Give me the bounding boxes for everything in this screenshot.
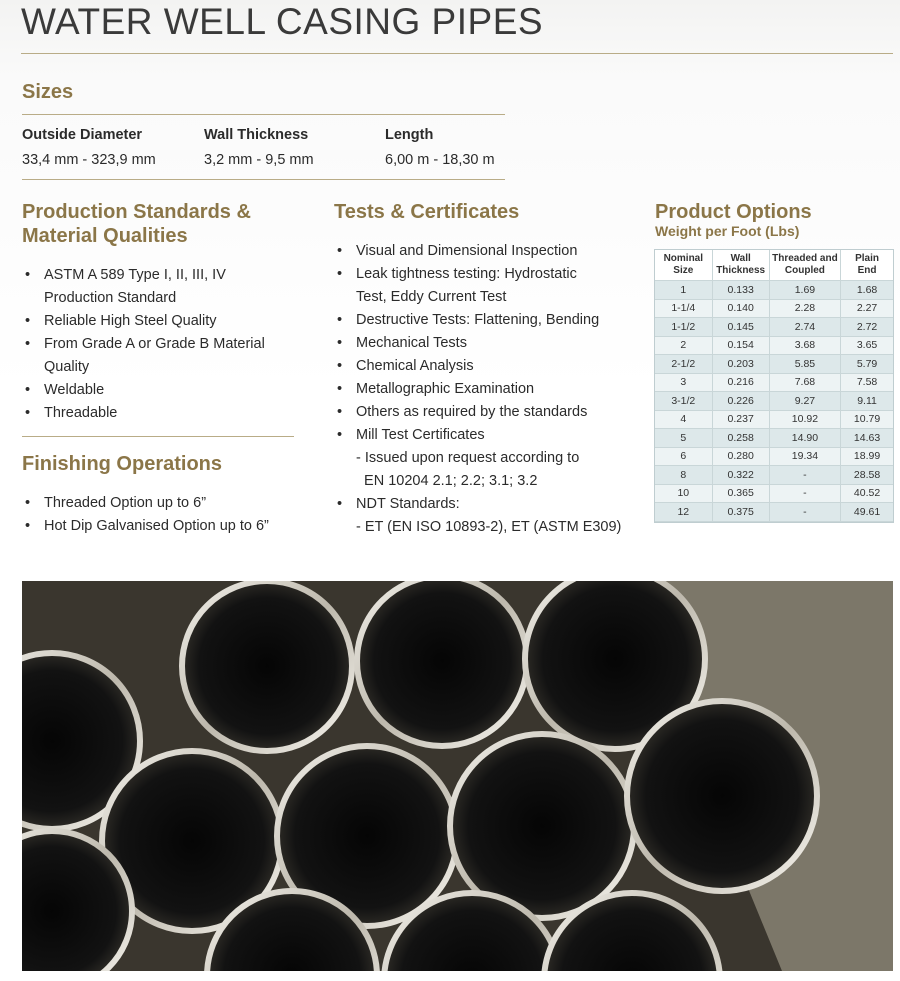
table-cell: 0.203 xyxy=(712,355,769,374)
list-item-text: Test, Eddy Current Test xyxy=(356,289,507,305)
wall-thickness-value: 3,2 mm - 9,5 mm xyxy=(204,152,314,168)
list-item: • ASTM A 589 Type I, II, III, IV Production Standard xyxy=(22,264,297,310)
finishing-heading: Finishing Operations xyxy=(22,453,223,475)
list-item: • Weldable xyxy=(22,379,297,402)
table-cell: 2-1/2 xyxy=(655,355,712,374)
length-value: 6,00 m - 18,30 m xyxy=(385,152,495,168)
table-cell: 18.99 xyxy=(841,447,893,466)
table-cell: 0.154 xyxy=(712,336,769,355)
table-row xyxy=(655,281,893,300)
table-cell: 0.237 xyxy=(712,410,769,429)
list-item-text: Reliable High Steel Quality xyxy=(44,313,217,329)
list-item-text: Chemical Analysis xyxy=(356,358,474,374)
table-cell: 5.85 xyxy=(769,355,840,374)
table-cell: - xyxy=(769,484,840,503)
list-item: • Reliable High Steel Quality xyxy=(22,310,297,333)
table-cell: 7.68 xyxy=(769,373,840,392)
list-item: • Destructive Tests: Flattening, Bending xyxy=(334,309,644,332)
header-line: Wall xyxy=(730,253,751,264)
list-item-text: ASTM A 589 Type I, II, III, IV xyxy=(44,267,226,283)
list-item-text: Others as required by the standards xyxy=(356,404,588,420)
table-cell: 0.133 xyxy=(712,281,769,300)
list-item: • From Grade A or Grade B Material Quality xyxy=(22,333,297,379)
table-row xyxy=(655,466,893,485)
list-item-text: Mechanical Tests xyxy=(356,335,467,351)
product-options-table xyxy=(654,249,894,523)
table-cell: 9.11 xyxy=(841,392,893,411)
table-cell: 8 xyxy=(655,466,712,485)
table-row xyxy=(655,447,893,466)
list-item: • NDT Standards: xyxy=(334,493,644,516)
title-divider xyxy=(21,53,893,54)
list-item-text: Leak tightness testing: Hydrostatic xyxy=(356,266,577,282)
header-line: Thickness xyxy=(716,265,766,276)
list-item-text: EN 10204 2.1; 2.2; 3.1; 3.2 xyxy=(356,473,538,489)
table-cell: 14.63 xyxy=(841,429,893,448)
page-title: WATER WELL CASING PIPES xyxy=(21,1,544,42)
table-cell: 10.79 xyxy=(841,410,893,429)
table-row xyxy=(655,484,893,503)
list-item: • Chemical Analysis xyxy=(334,355,644,378)
table-row xyxy=(655,503,893,522)
table-cell: 0.258 xyxy=(712,429,769,448)
tests-heading: Tests & Certificates xyxy=(334,201,520,223)
list-item: • Visual and Dimensional Inspection xyxy=(334,240,644,263)
table-cell: 0.365 xyxy=(712,484,769,503)
table-body xyxy=(655,281,893,522)
table-row xyxy=(655,392,893,411)
production-divider xyxy=(22,436,294,437)
list-item: • Metallographic Examination xyxy=(334,378,644,401)
list-item-text: - ET (EN ISO 10893-2), ET (ASTM E309) xyxy=(356,519,622,535)
table-cell: 0.140 xyxy=(712,299,769,318)
sizes-bottom-divider xyxy=(22,179,505,180)
table-cell: 49.61 xyxy=(841,503,893,522)
header-line: Threaded and xyxy=(772,253,838,264)
column-header xyxy=(712,250,769,281)
table-cell: 10 xyxy=(655,484,712,503)
pipes-photo xyxy=(22,581,893,971)
list-item-text: Destructive Tests: Flattening, Bending xyxy=(356,312,600,328)
sizes-top-divider xyxy=(22,114,505,115)
production-heading-line1: Production Standards & xyxy=(22,201,251,223)
table-row xyxy=(655,318,893,337)
table-cell: 10.92 xyxy=(769,410,840,429)
list-item: • Threaded Option up to 6” xyxy=(25,495,207,511)
table-cell: 2.72 xyxy=(841,318,893,337)
table-cell: 28.58 xyxy=(841,466,893,485)
list-item-text: Quality xyxy=(44,359,90,375)
list-item-text: - Issued upon request according to xyxy=(356,450,580,466)
column-header xyxy=(769,250,840,281)
list-item-text: From Grade A or Grade B Material xyxy=(44,336,265,352)
table-cell: 9.27 xyxy=(769,392,840,411)
options-subheading: Weight per Foot (Lbs) xyxy=(655,223,800,239)
list-item: • Mechanical Tests xyxy=(334,332,644,355)
sizes-heading: Sizes xyxy=(22,81,74,103)
list-item: • Threadable xyxy=(22,402,297,425)
table-cell: 3 xyxy=(655,373,712,392)
production-list xyxy=(22,264,297,425)
table-cell: 0.145 xyxy=(712,318,769,337)
table-cell: 1.69 xyxy=(769,281,840,300)
header-line: Coupled xyxy=(784,265,825,276)
column-header xyxy=(841,250,893,281)
table-cell: 12 xyxy=(655,503,712,522)
table-cell: 3.65 xyxy=(841,336,893,355)
table-cell: 4 xyxy=(655,410,712,429)
table-cell: 1.68 xyxy=(841,281,893,300)
production-heading-line2: Material Qualities xyxy=(22,225,188,247)
table-row xyxy=(655,299,893,318)
table-cell: 0.280 xyxy=(712,447,769,466)
list-item: • Others as required by the standards xyxy=(334,401,644,424)
table-cell: 2.28 xyxy=(769,299,840,318)
table-cell: 2.27 xyxy=(841,299,893,318)
outside-diameter-value: 33,4 mm - 323,9 mm xyxy=(22,152,156,168)
production-heading xyxy=(22,200,251,248)
list-item-text: Hot Dip Galvanised Option up to 6” xyxy=(44,518,269,534)
list-item-text: Mill Test Certificates xyxy=(356,427,485,443)
list-item-text: Visual and Dimensional Inspection xyxy=(356,243,578,259)
table-cell: 1 xyxy=(655,281,712,300)
table-cell: 6 xyxy=(655,447,712,466)
table-cell: 1-1/2 xyxy=(655,318,712,337)
header-line: Size xyxy=(673,265,694,276)
list-item: • Hot Dip Galvanised Option up to 6” xyxy=(25,518,269,534)
table-cell: 0.322 xyxy=(712,466,769,485)
column-header xyxy=(655,250,712,281)
header-line: End xyxy=(857,265,877,276)
table-cell: 5.79 xyxy=(841,355,893,374)
table-row xyxy=(655,410,893,429)
tests-list xyxy=(334,240,644,539)
table-cell: 14.90 xyxy=(769,429,840,448)
table-row xyxy=(655,429,893,448)
table-cell: 0.375 xyxy=(712,503,769,522)
table-cell: 3.68 xyxy=(769,336,840,355)
sub-list-item xyxy=(334,516,644,539)
header-line: Nominal xyxy=(663,253,704,264)
list-item-text: Threadable xyxy=(44,405,118,421)
list-item-text: Threaded Option up to 6” xyxy=(44,495,207,511)
pipes-illustration xyxy=(22,581,893,971)
list-item-text: Weldable xyxy=(44,382,105,398)
table-cell: 7.58 xyxy=(841,373,893,392)
sub-list-item xyxy=(334,447,644,493)
table-row xyxy=(655,373,893,392)
table-cell: 0.216 xyxy=(712,373,769,392)
table-cell: 2 xyxy=(655,336,712,355)
table-row xyxy=(655,336,893,355)
finishing-list xyxy=(22,492,312,538)
outside-diameter-label: Outside Diameter xyxy=(22,127,143,143)
table-cell: 1-1/4 xyxy=(655,299,712,318)
list-item: • Mill Test Certificates xyxy=(334,424,644,447)
table-cell: 3-1/2 xyxy=(655,392,712,411)
options-heading: Product Options xyxy=(655,201,812,223)
wall-thickness-label: Wall Thickness xyxy=(204,127,309,143)
table-cell: 40.52 xyxy=(841,484,893,503)
table-cell: 5 xyxy=(655,429,712,448)
table-cell: - xyxy=(769,466,840,485)
table-cell: 2.74 xyxy=(769,318,840,337)
weight-table xyxy=(655,250,893,522)
list-item-text: Metallographic Examination xyxy=(356,381,535,397)
header-line: Plain xyxy=(855,253,879,264)
table-row xyxy=(655,355,893,374)
list-item: • Leak tightness testing: Hydrostatic Test, Eddy Current Test xyxy=(334,263,644,309)
table-cell: 19.34 xyxy=(769,447,840,466)
table-header-row xyxy=(655,250,893,281)
table-cell: - xyxy=(769,503,840,522)
table-cell: 0.226 xyxy=(712,392,769,411)
list-item-text: NDT Standards: xyxy=(356,496,460,512)
length-label: Length xyxy=(385,127,434,143)
list-item-text: Production Standard xyxy=(44,290,177,306)
